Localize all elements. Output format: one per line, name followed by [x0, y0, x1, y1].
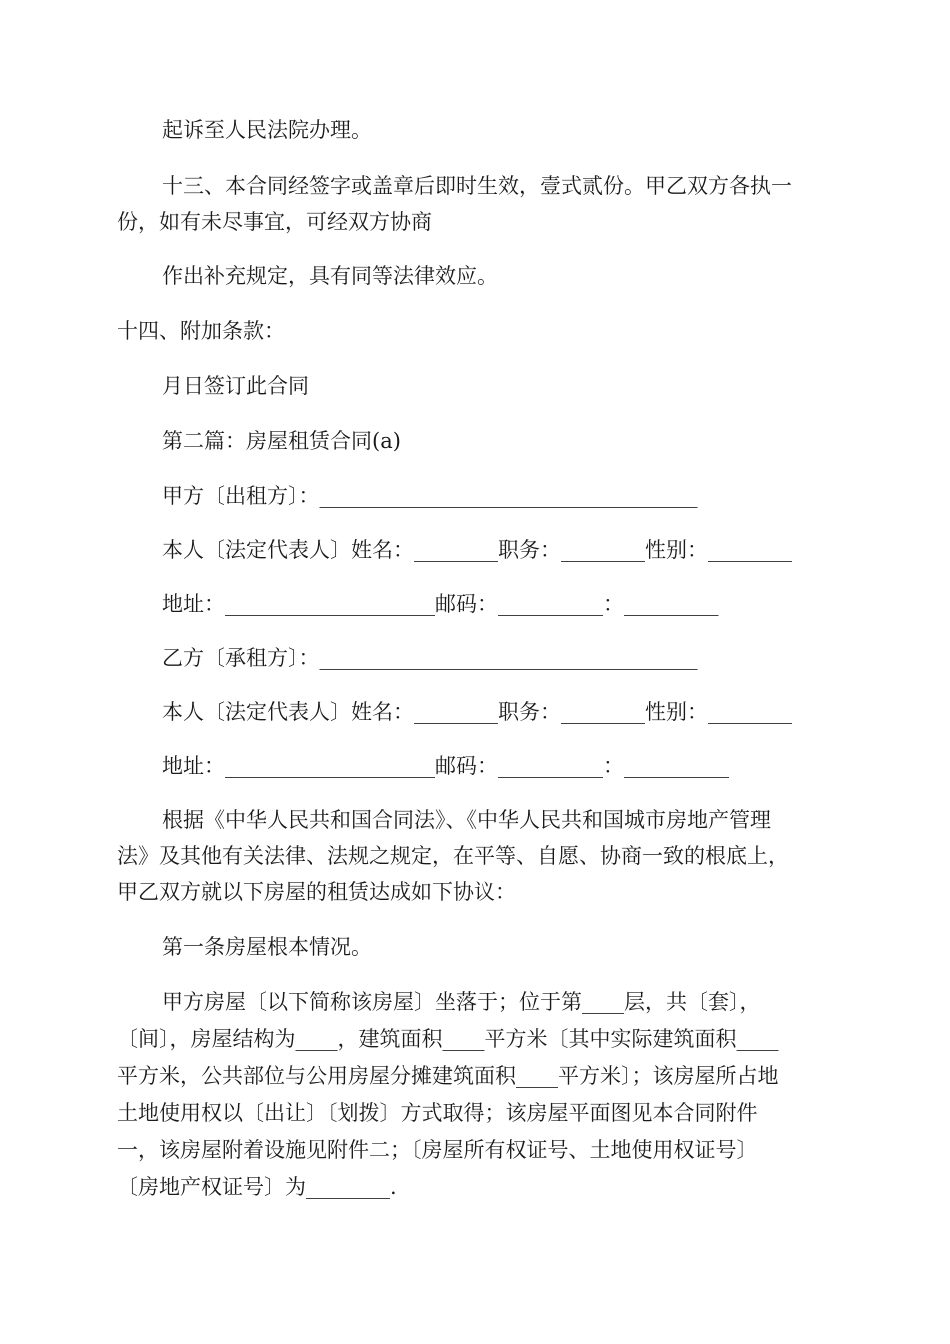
party-a-line: 甲方〔出租方〕：____________________________________ — [162, 484, 698, 508]
party-b-line: 乙方〔承租方〕：____________________________________ — [162, 646, 698, 670]
text-line: 法》及其他有关法律、法规之规定，在平等、自愿、协商一致的根底上， — [117, 844, 789, 868]
text-line: 月日签订此合同 — [162, 374, 309, 398]
text-line: 起诉至人民法院办理。 — [162, 118, 372, 142]
section-heading: 十四、附加条款： — [117, 319, 285, 343]
party-a-rep-line: 本人〔法定代表人〕姓名：________职务：________性别：________ — [162, 538, 792, 562]
text-line: 一，该房屋附着设施见附件二；〔房屋所有权证号、土地使用权证号〕 — [117, 1138, 758, 1162]
text-line: 〔间〕，房屋结构为____，建筑面积____平方米〔其中实际建筑面积____ — [117, 1027, 779, 1051]
party-b-rep-line: 本人〔法定代表人〕姓名：________职务：________性别：________ — [162, 700, 792, 724]
text-line: 甲方房屋〔以下简称该房屋〕坐落于；位于第____层，共〔套〕， — [162, 990, 761, 1014]
text-line: 份，如有未尽事宜，可经双方协商 — [117, 210, 432, 234]
document-title: 第二篇：房屋租赁合同(a) — [162, 429, 401, 453]
text-line: 甲乙双方就以下房屋的租赁达成如下协议： — [117, 880, 516, 904]
text-line: 平方米，公共部位与公用房屋分摊建筑面积____平方米〕；该房屋所占地 — [117, 1064, 779, 1088]
text-line: 土地使用权以〔出让〕〔划拨〕方式取得；该房屋平面图见本合同附件 — [117, 1101, 758, 1125]
party-b-address-line: 地址：____________________邮码：__________：__________ — [162, 754, 729, 778]
text-line: 〔房地产权证号〕为________. — [117, 1175, 397, 1199]
party-a-address-line: 地址：____________________邮码：__________：_________ — [162, 592, 719, 616]
text-line: 作出补充规定，具有同等法律效应。 — [162, 264, 498, 288]
text-line: 十三、本合同经签字或盖章后即时生效，壹式贰份。甲乙双方各执一 — [162, 174, 792, 198]
article-heading: 第一条房屋根本情况。 — [162, 935, 372, 959]
text-line: 根据《中华人民共和国合同法》、《中华人民共和国城市房地产管理 — [162, 808, 771, 832]
